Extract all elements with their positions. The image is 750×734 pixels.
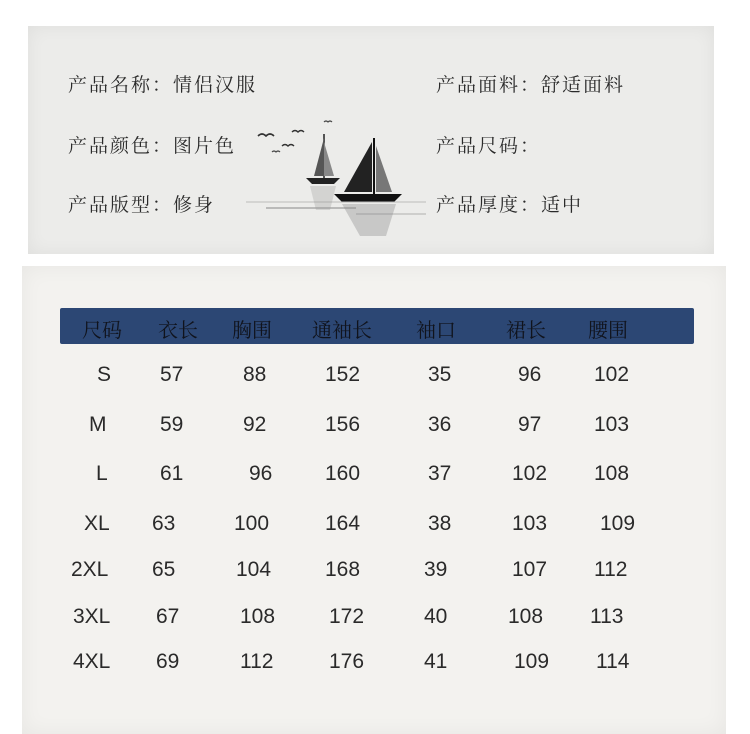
- header-cuff: 袖口: [416, 318, 456, 342]
- header-bust: 胸围: [232, 318, 272, 342]
- table-cell: S: [97, 363, 112, 386]
- table-cell: 172: [329, 605, 365, 628]
- table-cell: 67: [156, 605, 180, 628]
- table-cell: L: [96, 462, 108, 485]
- table-cell: 164: [325, 512, 361, 535]
- table-cell: 100: [234, 512, 270, 535]
- table-cell: 168: [325, 558, 361, 581]
- table-cell: 3XL: [73, 605, 111, 628]
- table-cell: 108: [594, 462, 630, 485]
- table-cell: 152: [325, 363, 361, 386]
- header-waist: 腰围: [588, 318, 628, 342]
- product-fit-line: 产品版型：修身: [68, 194, 216, 216]
- table-cell: M: [89, 413, 107, 436]
- table-cell: 57: [160, 363, 184, 386]
- table-cell: 69: [156, 650, 180, 673]
- table-cell: 63: [152, 512, 176, 535]
- table-cell: 160: [325, 462, 361, 485]
- table-cell: 112: [594, 558, 628, 581]
- table-cell: 156: [325, 413, 361, 436]
- table-cell: 41: [424, 650, 448, 673]
- table-cell: 114: [596, 650, 630, 673]
- table-cell: 40: [424, 605, 448, 628]
- table-cell: 4XL: [73, 650, 111, 673]
- sailboat-ink-illustration: [236, 118, 436, 248]
- table-cell: 112: [240, 650, 274, 673]
- table-cell: 102: [512, 462, 548, 485]
- table-cell: 35: [428, 363, 452, 386]
- table-cell: 107: [512, 558, 548, 581]
- product-fabric-line: 产品面料：舒适面料: [436, 74, 626, 96]
- header-skirt-length: 裙长: [506, 318, 546, 342]
- table-cell: XL: [84, 512, 110, 535]
- table-cell: 176: [329, 650, 365, 673]
- table-cell: 104: [236, 558, 272, 581]
- product-name-line: 产品名称：情侣汉服: [68, 74, 258, 96]
- table-cell: 59: [160, 413, 184, 436]
- table-cell: 108: [240, 605, 276, 628]
- product-thickness-line: 产品厚度：适中: [436, 194, 584, 216]
- table-cell: 96: [249, 462, 273, 485]
- table-cell: 113: [590, 605, 624, 628]
- table-cell: 103: [594, 413, 630, 436]
- table-cell: 108: [508, 605, 544, 628]
- table-cell: 103: [512, 512, 548, 535]
- table-cell: 109: [514, 650, 550, 673]
- table-cell: 88: [243, 363, 267, 386]
- table-cell: 96: [518, 363, 542, 386]
- product-color-line: 产品颜色：图片色: [68, 135, 237, 157]
- table-cell: 37: [428, 462, 452, 485]
- table-cell: 102: [594, 363, 630, 386]
- table-cell: 39: [424, 558, 448, 581]
- table-cell: 38: [428, 512, 452, 535]
- table-cell: 92: [243, 413, 267, 436]
- table-cell: 97: [518, 413, 542, 436]
- table-cell: 2XL: [71, 558, 109, 581]
- table-cell: 65: [152, 558, 176, 581]
- header-size: 尺码: [82, 318, 122, 342]
- header-sleeve-length: 通袖长: [312, 318, 372, 342]
- header-length: 衣长: [158, 318, 198, 342]
- table-cell: 61: [160, 462, 184, 485]
- product-size-line: 产品尺码：: [436, 135, 542, 157]
- table-cell: 109: [600, 512, 636, 535]
- table-cell: 36: [428, 413, 452, 436]
